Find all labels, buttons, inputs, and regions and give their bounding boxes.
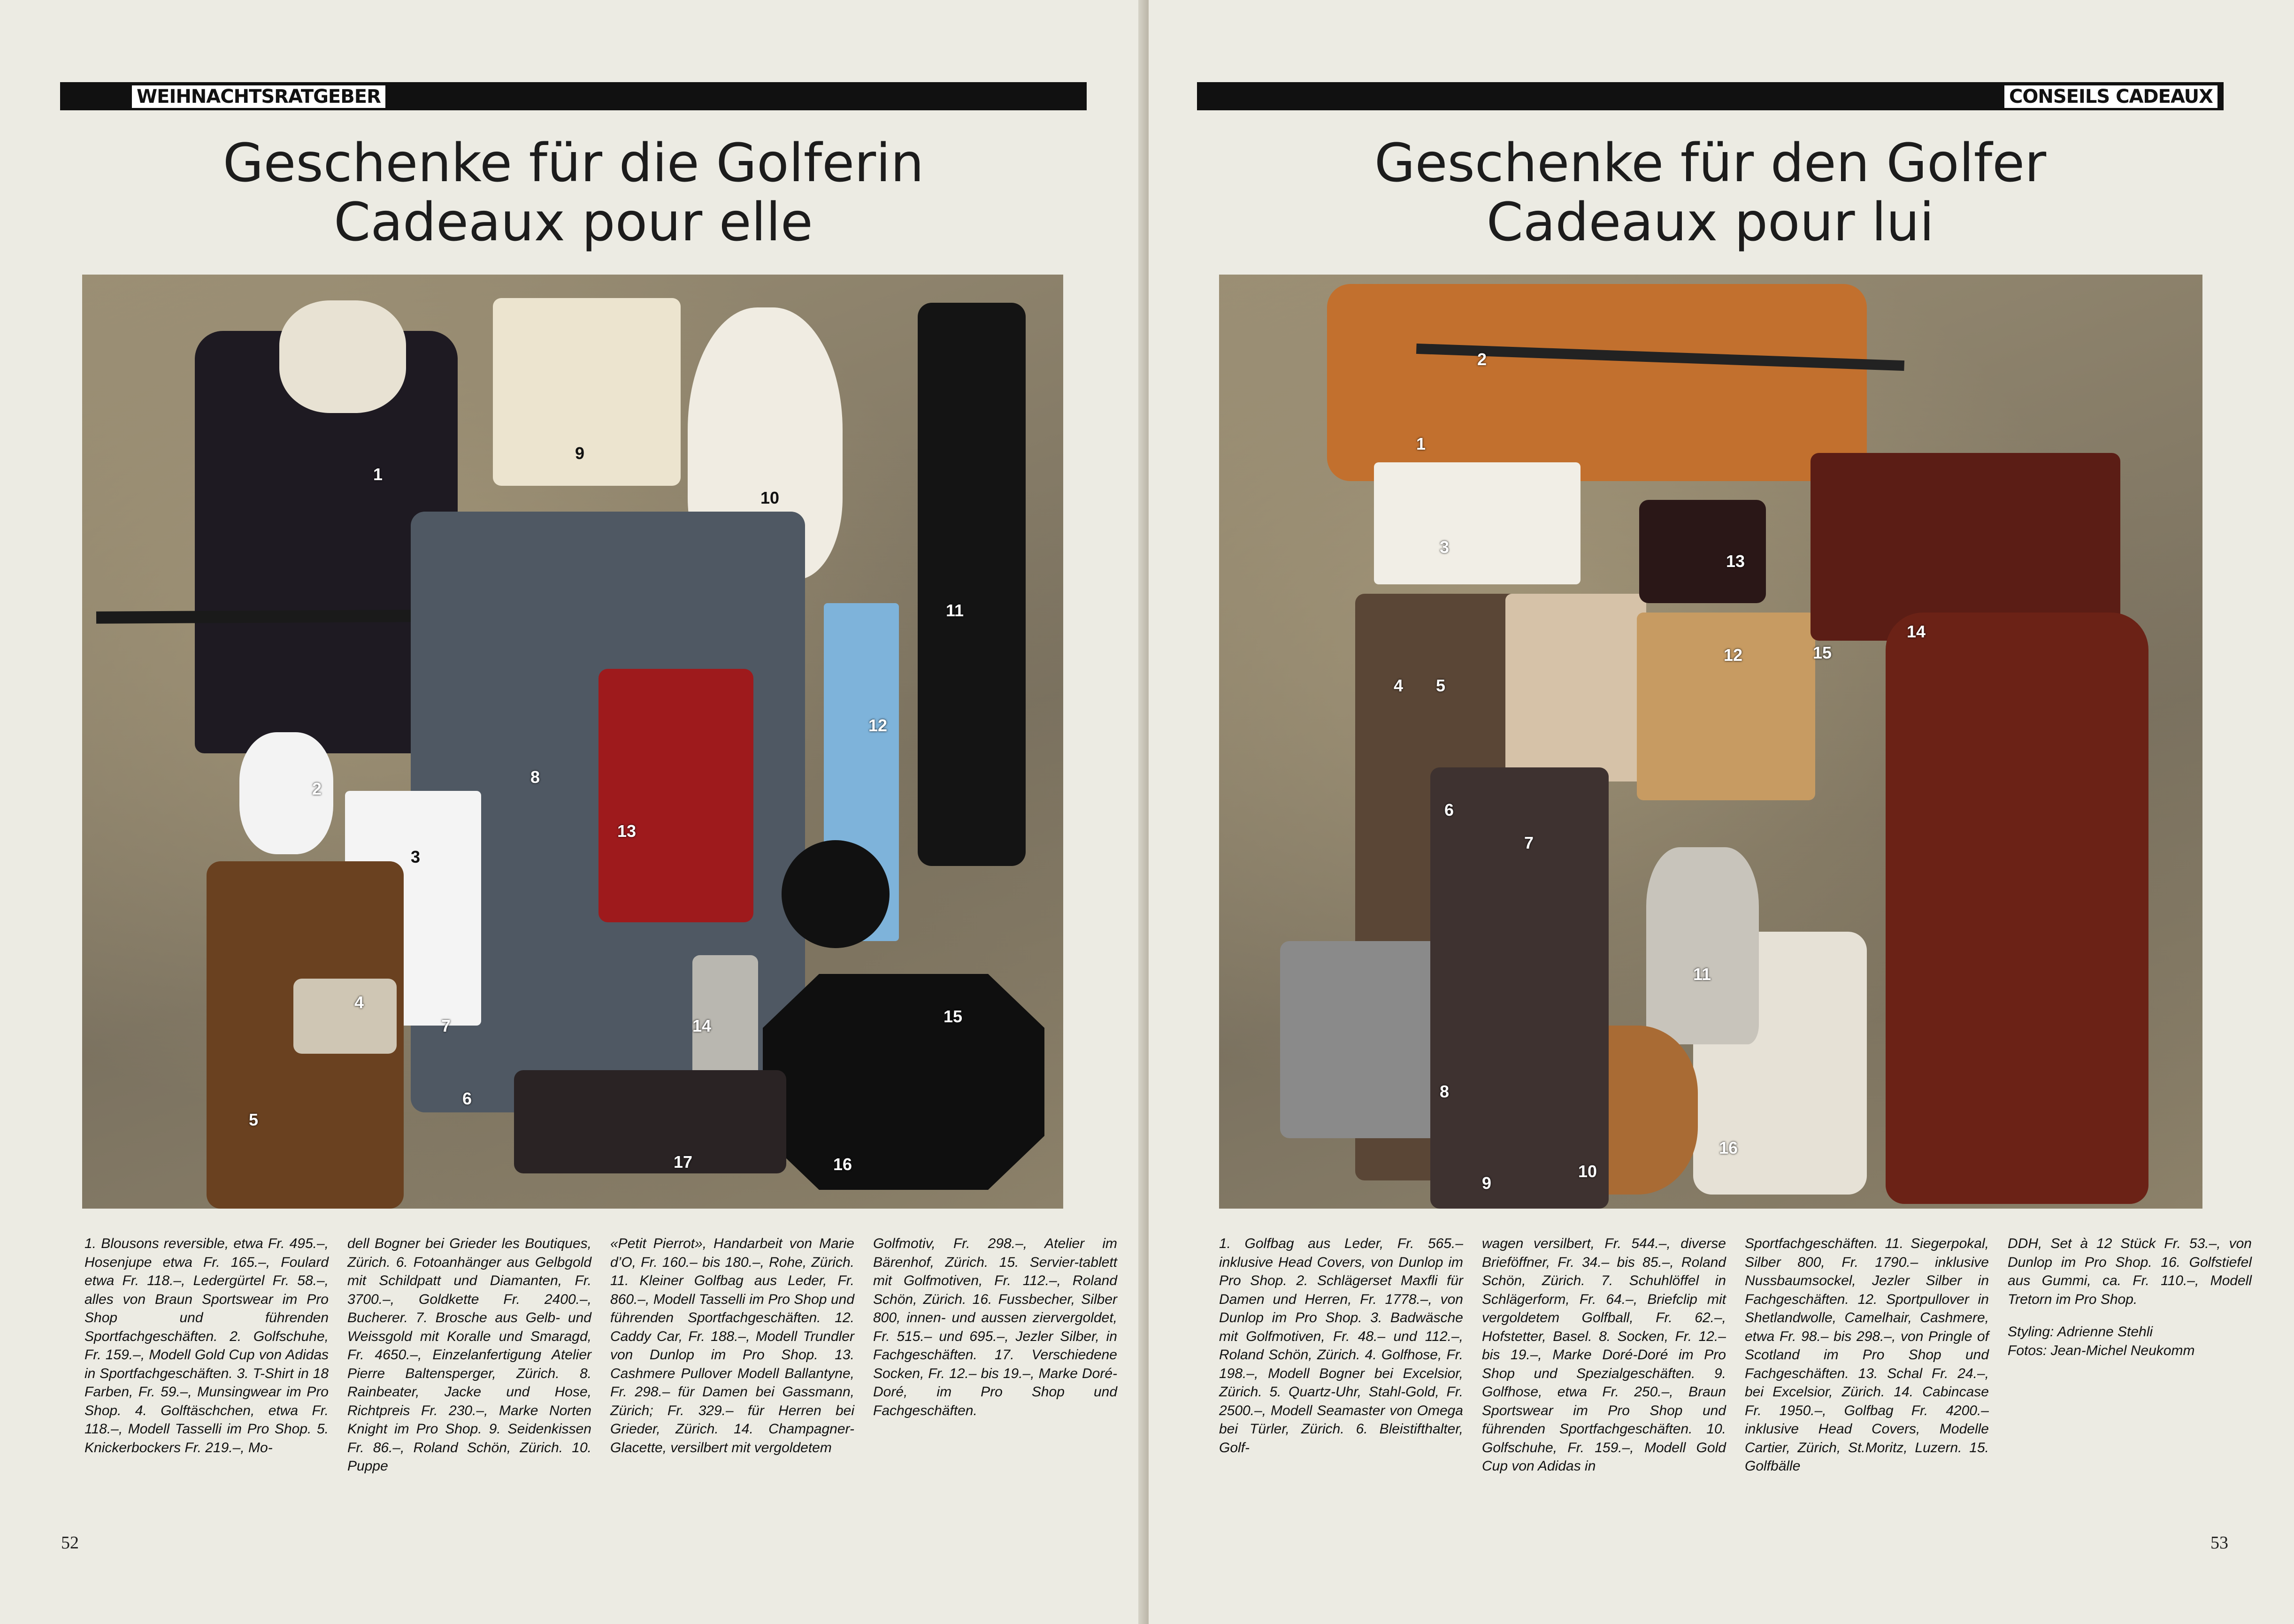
foulard-image [279, 300, 406, 413]
scarf-image [1639, 500, 1766, 603]
photo-number-7: 7 [1524, 833, 1534, 852]
photo-number-14: 14 [1907, 622, 1926, 641]
right-caption-col-1: 1. Golfbag aus Leder, Fr. 565.– inklusive Head Covers, von Dunlop im Pro Shop. 2. Schlägerset Maxfli für Damen und Herren, Fr. 1778.–, von Dunlop im Pro Shop. 3. Badwäsche mit Golfmotiven, Fr. 48.– und 112.–, Roland Schön, Zürich. 4. Golfhose, Fr. 198.–, Modell Bogner bei Excelsior, Zürich. 5. Quartz-Uhr, Stahl-Gold, Fr. 2500.–, Modell Seamaster von Omega bei Türler, Zürich. 6. Bleistifthalter, Golf- [1219, 1236, 1463, 1455]
photo-number-12: 12 [868, 716, 888, 735]
photo-number-8: 8 [530, 767, 540, 787]
pullover-camel-image [1637, 613, 1815, 800]
left-section-bar [60, 82, 1087, 110]
photo-number-13: 13 [617, 821, 637, 841]
left-section-tag: WEIHNACHTSRATGEBER [130, 84, 387, 109]
right-page [1149, 0, 2294, 1624]
photo-number-10: 10 [1578, 1162, 1597, 1181]
socks-image [514, 1070, 786, 1173]
photo-number-13: 13 [1726, 552, 1745, 571]
left-title-line2: Cadeaux pour elle [334, 192, 813, 253]
right-captions [1219, 1234, 2252, 1476]
left-title-line1: Geschenke für die Golferin [222, 133, 924, 194]
right-section-bar [1197, 82, 2224, 110]
small-golfbag-image [918, 303, 1026, 866]
photo-number-15: 15 [1813, 643, 1832, 662]
photo-number-1: 1 [1416, 434, 1426, 453]
golfhose-plaid-image [1430, 767, 1609, 1209]
right-title [1197, 134, 2224, 252]
right-photo [1219, 275, 2202, 1209]
right-caption-col-4-text: DDH, Set à 12 Stück Fr. 53.–, von Dunlop im Pro Shop. 16. Golfstiefel aus Gummi, ca. Fr. 110.–, Modell Tretorn im Pro Shop. [2008, 1236, 2252, 1307]
right-caption-col-2: wagen versilbert, Fr. 544.–, diverse Brieföffner, Fr. 34.– bis 85.–, Roland Schön, Zürich. 7. Schuhlöffel in Schlägerform, Fr. 64.–, Briefclip mit vergoldetem Golfball, Fr. 62.–, Hofstetter, Basel. 8. Socken, Fr. 12.– bis 19.–, Marke Doré-Doré im Pro Shop und Spezialgeschäften. 9. Golfhose, etwa Fr. 250.–, Braun Sportswear im Pro Shop und führenden Sportfachgeschäften. 10. Golfschuhe, Fr. 159.–, Modell Gold Cup von Adidas in [1482, 1236, 1726, 1474]
photo-number-2: 2 [312, 779, 322, 798]
photo-number-6: 6 [462, 1089, 472, 1108]
cushion-image [493, 298, 681, 486]
photo-number-8: 8 [1440, 1082, 1450, 1101]
photo-number-16: 16 [1719, 1138, 1738, 1157]
photo-number-2: 2 [1477, 350, 1487, 369]
photo-number-3: 3 [411, 847, 421, 866]
photo-number-5: 5 [1436, 676, 1446, 695]
sweater-image [598, 669, 753, 922]
photo-number-3: 3 [1440, 537, 1450, 557]
photo-number-9: 9 [1482, 1173, 1492, 1193]
right-caption-col-3: Sportfachgeschäften. 11. Siegerpokal, Silber 800, Fr. 1790.– inklusive Nussbaumsockel, Jezler Silber in Fachgeschäften. 12. Sportpullover in Shetlandwolle, Camelhair, Cashmere, etwa Fr. 98.– bis 298.–, von Pringle of Scotland im Pro Shop und Fachgeschäften. 13. Schal Fr. 24.–, bei Excelsior, Zürich. 14. Cabincase Fr. 1950.–, Golfbag Fr. 4200.– inklusive Head Covers, Modelle Cartier, Zürich, St.Moritz, Luzern. 15. Golfbälle [1745, 1236, 1989, 1474]
left-captions [84, 1234, 1117, 1476]
left-caption-col-2: dell Bogner bei Grieder les Boutiques, Zürich. 6. Fotoanhänger aus Gelbgold mit Schildpatt und Diamanten, Fr. 3700.–, Goldkette Fr. 2400.–, Bucherer. 7. Brosche aus Gelb- und Weissgold mit Koralle und Smaragd, Fr. 4650.–, Einzelanfertigung Atelier Pierre Baltensperger, Zürich. 8. Rainbeater, Jacke und Hose, Richtpreis Fr. 230.–, Marke Norten Knight im Pro Shop. 9. Seidenkissen Fr. 86.–, Roland Schön, Zürich. 10. Puppe [347, 1236, 591, 1474]
photo-number-9: 9 [575, 444, 585, 463]
left-page [0, 0, 1145, 1624]
photo-number-16: 16 [833, 1155, 852, 1174]
photo-number-11: 11 [946, 601, 964, 620]
photo-number-6: 6 [1444, 800, 1454, 820]
photo-number-10: 10 [760, 488, 780, 507]
photo-number-15: 15 [944, 1007, 963, 1026]
right-title-line2: Cadeaux pour lui [1486, 192, 1934, 253]
photo-number-4: 4 [1394, 676, 1404, 695]
pullover-argyle-image [1505, 594, 1646, 781]
tray-image [763, 974, 1044, 1190]
left-page-number: 52 [61, 1533, 79, 1553]
left-caption-col-1: 1. Blousons reversible, etwa Fr. 495.–, Hosenjupe etwa Fr. 165.–, Foulard etwa Fr. 118.–, Ledergürtel Fr. 58.–, alles von Braun Sportswear im Pro Shop und führenden Sportfachgeschäften. 2. Golfschuhe, Fr. 159.–, Modell Gold Cup von Adidas in Sportfachgeschäften. 3. T-Shirt in 18 Farben, Fr. 59.–, Munsingwear im Pro Shop. 4. Golftäschchen, etwa Fr. 118.–, Modell Tasselli im Pro Shop. 5. Knickerbockers Fr. 219.–, Mo- [84, 1236, 329, 1455]
photo-number-12: 12 [1724, 645, 1743, 665]
cartier-golfbag-image [1886, 613, 2148, 1204]
handbag-image [293, 979, 397, 1054]
left-caption-col-4: Golfmotiv, Fr. 298.–, Atelier im Bärenhof, Zürich. 15. Servier-tablett mit Golfmotiven, Fr. 112.–, Roland Schön, Zürich. 16. Fussbecher, Silber 800, innen- und aussen ziervergoldet, Fr. 515.– und 695.–, Jezler Silber, in Fachgeschäften. 17. Verschiedene Socken, Fr. 12.– bis 19.–, Marke Doré-Doré, im Pro Shop und Fachgeschäften. [873, 1236, 1117, 1418]
photo-number-5: 5 [249, 1110, 259, 1129]
photo-number-11: 11 [1693, 965, 1711, 984]
left-photo [82, 275, 1063, 1209]
left-title [60, 134, 1087, 252]
right-caption-col-4 [2008, 1234, 2252, 1476]
photo-number-17: 17 [674, 1152, 693, 1172]
right-title-line1: Geschenke für den Golfer [1374, 133, 2047, 194]
photo-credit: Fotos: Jean-Michel Neukomm [2008, 1342, 2195, 1358]
right-page-number: 53 [2210, 1533, 2228, 1553]
credits [2008, 1323, 2252, 1360]
leather-golfbag-image [1327, 284, 1867, 481]
left-caption-col-3: «Petit Pierrot», Handarbeit von Marie d’O, Fr. 160.– bis 180.–, Rohe, Zürich. 11. Kleiner Golfbag aus Leder, Fr. 860.–, Modell Tasselli im Pro Shop und führenden Sportfachgeschäften. 12. Caddy Car, Fr. 188.–, Modell Trundler von Dunlop im Pro Shop. 13. Cashmere Pullover Modell Ballantyne, Fr. 298.– für Damen bei Gassmann, Zürich; Fr. 329.– für Herren bei Grieder, Zürich. 14. Champagner-Glacette, versilbert mit vergoldetem [610, 1236, 854, 1455]
caddy-wheel-image [782, 840, 890, 948]
photo-number-14: 14 [692, 1016, 712, 1035]
styling-credit: Styling: Adrienne Stehli [2008, 1324, 2153, 1340]
trophy-image [1646, 847, 1759, 1044]
right-section-tag: CONSEILS CADEAUX [2003, 84, 2219, 109]
photo-number-4: 4 [354, 993, 364, 1012]
photo-number-7: 7 [441, 1016, 451, 1035]
towels-image [1374, 462, 1580, 584]
photo-number-1: 1 [373, 465, 383, 484]
